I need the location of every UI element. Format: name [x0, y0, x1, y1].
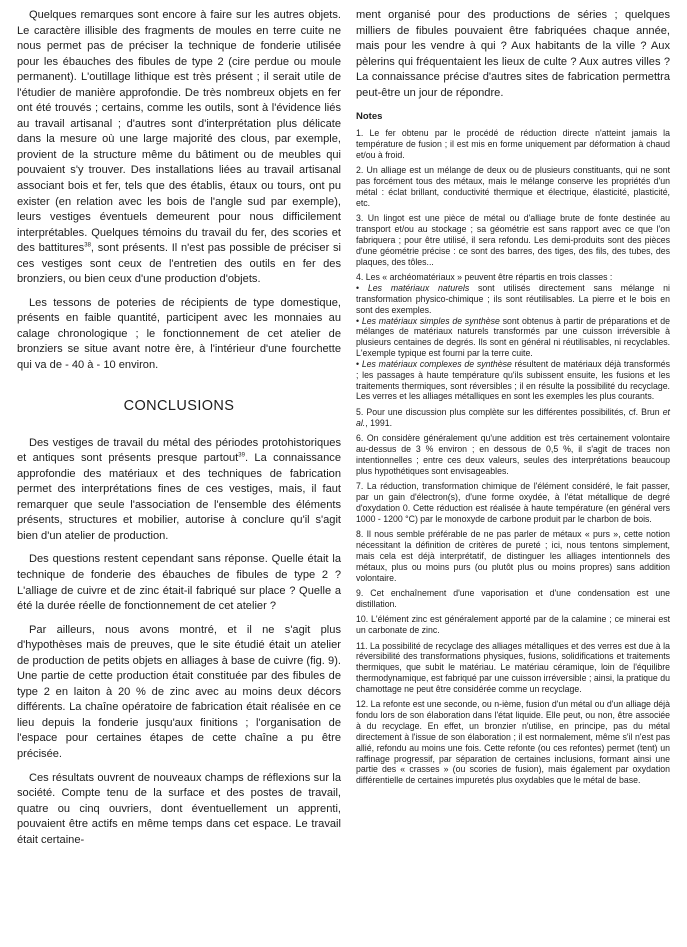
footnote-10: 10. L'élément zinc est généralement apporté par de la calamine ; ce minerai est un carbonate de zinc.: [356, 614, 670, 636]
footnote-6: 6. On considère généralement qu'une addition est très certainement volontaire au-dessus de 3 % environ ; en dessous de 0,5 %, il s'agit de traces non intentionnelles ; entre ces deux valeurs, seules des interprétations beaucoup plus hypothétiques sont envisageables.: [356, 433, 670, 476]
paragraph-society: Ces résultats ouvrent de nouveaux champs de réflexions sur la société. Compte tenu de la surface et des postes de travail, quatre ou cinq ouvriers, dont éventuellement un apprenti, pouvaient être actifs en même temps dans cet espace. Le travail était certaine-: [17, 771, 341, 846]
footnote-5: [356, 407, 670, 429]
paragraph-questions: Des questions restent cependant sans réponse. Quelle était la technique de fonderie des ébauches de fibules de type 2 ? L'alliage de cuivre et de zinc était-il fabriqué sur place ? Quelle a été la durée réelle de fonctionnement de cet atelier ?: [17, 553, 341, 613]
term: Les matériaux complexes de synthèse: [361, 358, 512, 369]
notes-title: Notes: [356, 111, 383, 123]
footnote-text: , 1991.: [365, 417, 393, 428]
footnote-8: 8. Il nous semble préférable de ne pas parler de métaux « purs », cette notion nécessitant la définition de critères de pureté ; ici, nous tentons simplement, mais cela est déjà interprétatif, de distinguer les alliages intentionnels des métaux, plus ou moins purs (ou plutôt plus ou moins propres) sans addition volontaire.: [356, 529, 670, 583]
footnote-9: 9. Cet enchaînement d'une vaporisation et d'une condensation est une distillation.: [356, 587, 670, 609]
footnote-2: 2. Un alliage est un mélange de deux ou de plusieurs constituants, qui ne sont pas forcément tous des métaux, mais le mélange conserve les propriétés d'un métal : éclat brillant, conductivité thermique et électrique, élasticité, plasticité, etc.: [356, 165, 670, 208]
footnote-text: sont obtenus à partir de préparations et de mélanges de matériaux naturels transformés par une cuisson irréversible à plusieurs centaines de degrés. Ils sont en général ni réutilisables, ni recyclables. L'exemple typique est fourni par la terre cuite.: [356, 315, 670, 359]
paragraph-text: , sont présents. Il n'est pas possible de préciser si ces vestiges sont ceux de l'entretien des outils en fer des bronziers, ou bien ceux d'une production d'objets.: [17, 242, 341, 286]
footnote-ref: 38: [84, 242, 91, 249]
term: Les matériaux naturels: [367, 283, 470, 294]
footnote-4-item: • Les matériaux simples de synthèse sont obtenus à partir de préparations et de mélanges de matériaux naturels transformés par une cuisson irréversible à plusieurs centaines de degrés. Ils sont en général ni réutilisables, ni recyclables. L'exemple typique est fourni par la terre cuite.: [356, 315, 670, 359]
footnote-3: 3. Un lingot est une pièce de métal ou d'alliage brute de fonte destinée au transport et/ou au stockage ; sa géométrie est sans rapport avec ce que l'on fabriquera ; pour être utilisé, il sera refondu. Les demi-produits sont des pièces d'une géométrie précise : ce sont des barres, des tiges, des fils, des tubes, des plaques, des tôles...: [356, 213, 670, 267]
right-column: [356, 8, 670, 791]
footnote-12: 12. La refonte est une seconde, ou n-ième, fusion d'un métal ou d'un alliage déjà fondu lors de son élaboration dans l'état liquide. Elle peut, ou non, être associée à du recyclage. En effet, un bronzier n'utilise, en principe, pas du métal directement à l'issue de son élaboration ; il est normalement, même s'il n'est pas allié, refondu au moins une fois. Cette refonte (ou ces refontes) permet (tent) un raffinage progressif, par séparation de certaines inclusions, formant ainsi une partie des « crasses » (ou scories de fusion), mais également par oxydation différentielle de certaines impuretés plus oxydables que le métal de base.: [356, 699, 670, 786]
footnote-text: 5. Pour une discussion plus complète sur les différentes possibilités, cf. Brun: [356, 406, 663, 417]
footnote-4-item: • Les matériaux complexes de synthèse résultent de matériaux déjà transformés ; les passages à haute température qu'ils subissent ensuite, les fusions et les traitements thermiques, sont réversibles ; il en résulte la possibilité du recyclage. Les verres et les alliages métalliques en sont les exemples les plus courants.: [356, 358, 671, 402]
paragraph-pottery: Les tessons de poteries de récipients de type domestique, présents en faible quantité, participent avec les monnaies au calage chronologique ; le fonctionnement de cet atelier de bronziers se situe avant notre ère, à l'intérieur d'une fourchette qui va de - 40 à - 10 environ.: [17, 296, 341, 372]
paragraph-continuation: ment organisé pour des productions de séries ; quelques milliers de fibules pouvaient être fabriquées chaque année, mais pour les vendre à qui ? Aux habitants de la ville ? Aux pèlerins qui fréquentaient les lieux de culte ? Aux autres villes ? La connaissance précise d'autres sites de fabrication permettra peut-être un jour de répondre.: [356, 9, 670, 99]
footnote-4-item: • Les matériaux naturels sont utilisés directement sans mélange ni transformation physico-chimique ; ils sont réutilisables. La pierre et le bois en sont des exemples.: [356, 283, 670, 315]
footnote-text: sont utilisés directement sans mélange ni transformation physico-chimique ; ils sont réutilisables. La pierre et le bois en sont des exemples.: [356, 283, 670, 315]
paragraph-text: . La connaissance approfondie des matériaux et des techniques de fabrication permet des interprétations fines de ces vestiges, mais, il faut remarquer que seule l'association de l'ensemble des éléments présents, structures et mobilier, autorise à conclure qu'il s'agit bien d'un atelier de production.: [17, 452, 341, 542]
paragraph-text: Des vestiges de travail du métal des périodes protohistoriques et antiques sont présents presque partout: [17, 436, 341, 465]
footnote-ref: 39: [238, 452, 245, 459]
paragraph-results: Par ailleurs, nous avons montré, et il ne s'agit plus d'hypothèses mais de preuves, que le site étudié était un atelier de production de petits objets en alliages à base de cuivre (fig. 9). Une partie de cette production était constituée par des fibules de type 2 en laiton à 20 % de zinc avec au moins deux décors différents. La chaîne opératoire de fabrication était réalisée en ce lieu depuis la fonderie jusqu'aux finitions ; l'organisation de l'espace pour certaines étapes de cette chaîne a pu être précisée.: [17, 623, 341, 760]
footnote-11: 11. La possibilité de recyclage des alliages métalliques et des verres est due à la réversibilité des transformations physiques, fusions, solidifications et traitements thermiques, que subit le matériau. Le matériau céramique, loin de l'équilibre thermodynamique, est fabriqué par une cuisson irréversible ; ainsi, la pratique du chamottage ne peut être considérée comme un recyclage.: [356, 640, 670, 694]
footnote-text: résultent de matériaux déjà transformés ; les passages à haute température qu'ils subissent ensuite, les fusions et les traitements thermiques, sont réversibles ; il en résulte la possibilité du recyclage. Les verres et les alliages métalliques en sont les exemples les plus courants.: [356, 358, 671, 402]
paragraph-conclusion-1: [17, 436, 341, 545]
section-heading: CONCLUSIONS: [123, 397, 235, 414]
footnote-7: 7. La réduction, transformation chimique de l'élément considéré, le fait passer, par un gain d'électron(s), d'une forme oxydée, à l'état métallique de degré d'oxydation 0. Cette réduction est réalisée à haute température (en général vers 1000 - 1200 °C) par le monoxyde de carbone produit par le charbon de bois.: [356, 481, 670, 524]
footnote-text: et al.: [356, 406, 670, 428]
term: Les matériaux simples de synthèse: [361, 315, 500, 326]
footnote-1: 1. Le fer obtenu par le procédé de réduction directe n'atteint jamais la température de fusion ; il est mis en forme uniquement par déformation à chaud et/ou à froid.: [356, 128, 670, 160]
paragraph-objects: [17, 8, 341, 288]
paragraph-text: Quelques remarques sont encore à faire sur les autres objets. Le caractère illisible des fragments de moules en terre cuite ne nous permet pas de préciser la technique de fonderie utilisée pour les ébauches des fibules de type 2 (cire perdue ou moule permanent). L'outillage lithique est très présent ; il serait utile de l'étudier de manière approfondie. De très nombreux objets en fer ont été trouvés ; certains, comme les outils, sont à l'évidence liés au travail artisanal ; d'autres sont d'interprétation plus délicate dans la mesure où une large majorité des clous, par exemple, provient de la structure même du bâtiment ou de meubles qui pouvaient s'y trouver. Des installations liées au travail artisanal associant bois et fer, tels que des établis, étaux ou tours, ont pu exister (en relation avec les bois de l'angle sud par exemple), leurs vestiges éventuels demeurent pour nous difficilement interprétables. Quelques témoins du travail du fer, des scories et des battitures: [17, 9, 341, 255]
left-column: [17, 8, 341, 848]
footnote-4: 4. Les « archéomatériaux » peuvent être répartis en trois classes :: [356, 272, 613, 283]
